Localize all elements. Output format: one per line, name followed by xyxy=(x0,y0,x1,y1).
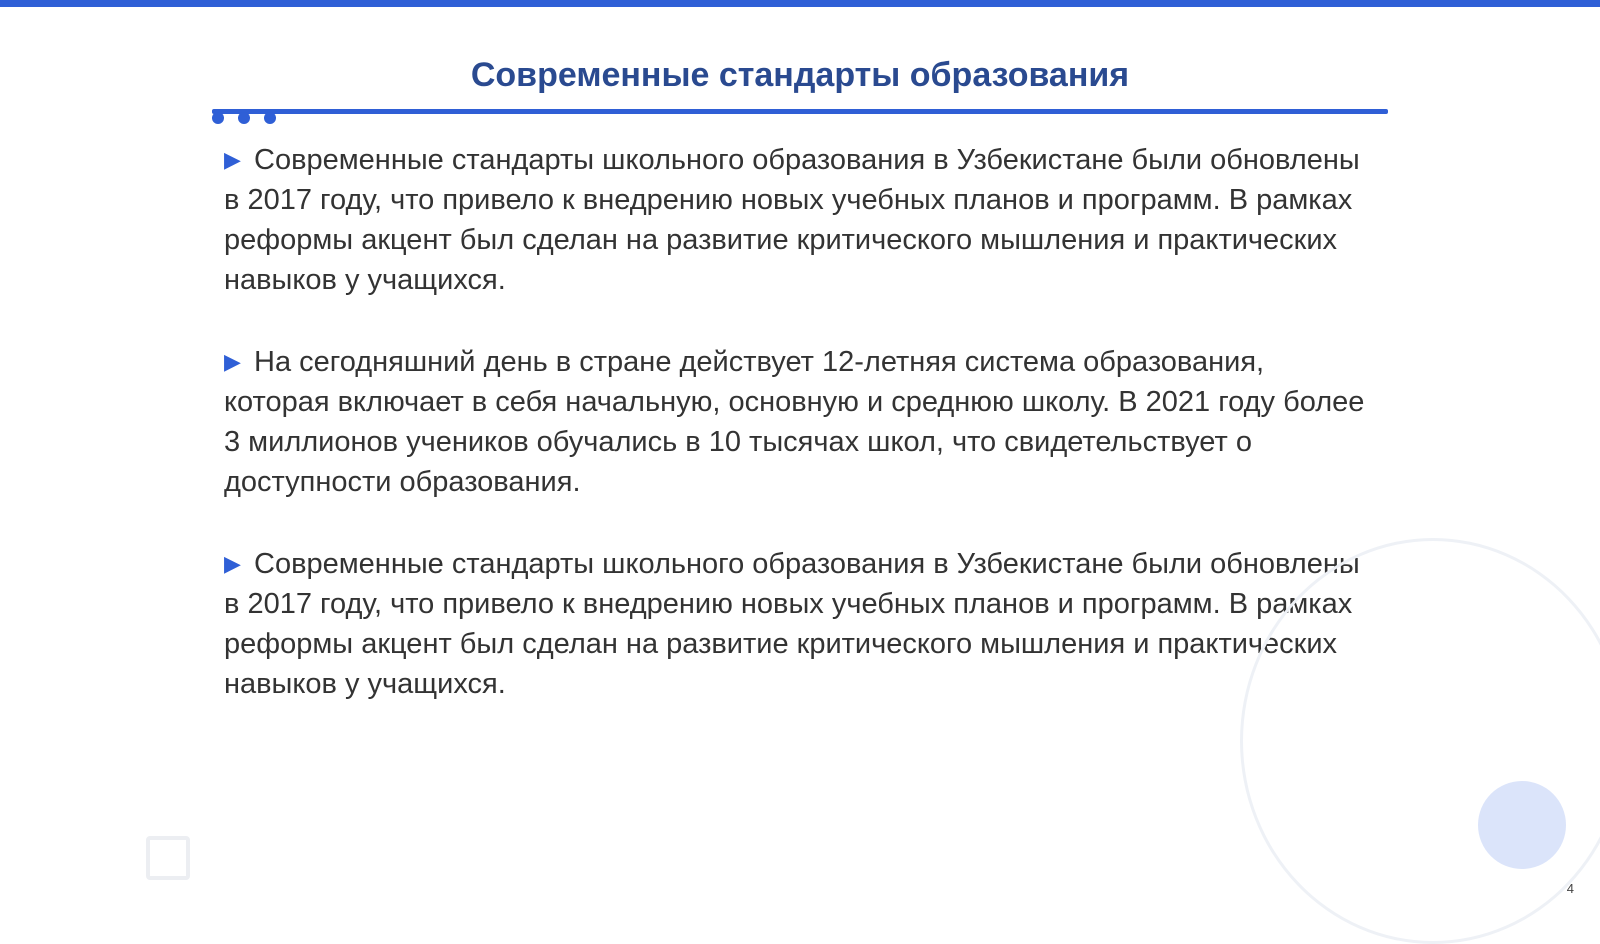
decorative-dot xyxy=(238,112,250,124)
triangle-bullet-icon: ▶ xyxy=(224,147,241,172)
bullet-text: Современные стандарты школьного образования в Узбекистане были обновлены в 2017 году, что привело к внедрению новых учебных планов и программ. В рамках реформы акцент был сделан на развитие критического мышления и практических навыков у учащихся. xyxy=(224,548,1360,700)
bullet-text: На сегодняшний день в стране действует 12-летняя система образования, которая включает в себя начальную, основную и среднюю школу. В 2021 году более 3 миллионов учеников обучались в 10 тысячах школ, что свидетельствует о доступности образования. xyxy=(224,346,1365,498)
bullet-list xyxy=(224,140,1374,746)
decorative-dot xyxy=(212,112,224,124)
top-accent-bar xyxy=(0,0,1600,7)
triangle-bullet-icon: ▶ xyxy=(224,551,241,576)
bullet-text: Современные стандарты школьного образования в Узбекистане были обновлены в 2017 году, что привело к внедрению новых учебных планов и программ. В рамках реформы акцент был сделан на развитие критического мышления и практических навыков у учащихся. xyxy=(224,144,1360,296)
page-number: 4 xyxy=(1566,881,1574,896)
bullet-item xyxy=(224,544,1374,704)
decorative-square xyxy=(146,836,190,880)
decorative-ring xyxy=(1240,538,1600,944)
title-underline xyxy=(212,109,1388,114)
triangle-bullet-icon: ▶ xyxy=(224,349,241,374)
slide-title: Современные стандарты образования xyxy=(470,56,1130,94)
decorative-dot xyxy=(264,112,276,124)
bullet-item xyxy=(224,342,1374,502)
bullet-item xyxy=(224,140,1374,300)
decorative-circle xyxy=(1478,781,1566,869)
